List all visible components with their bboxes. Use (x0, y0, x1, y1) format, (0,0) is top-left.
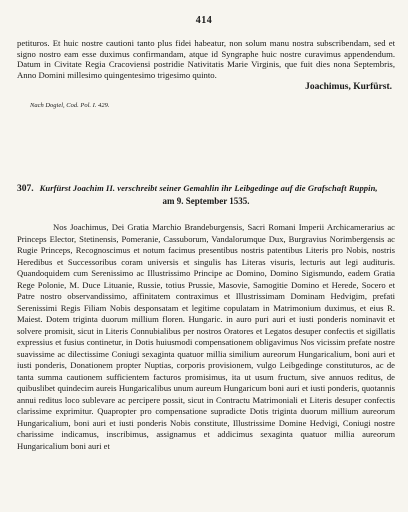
document-header (17, 183, 395, 207)
document-number: 307. (17, 184, 34, 194)
document-date: am 9. September 1535. (162, 196, 250, 206)
source-note: Nach Dogiel, Cod. Pol. I. 429. (30, 102, 110, 109)
page-number: 414 (195, 15, 213, 26)
document-title: Kurfürst Joachim II. verschreibt seiner Gemahlin ihr Leibgedinge auf die Grafschaft Ruppin, (39, 183, 378, 193)
signature: Joachimus, Kurfürst. (305, 82, 392, 92)
document-body: Nos Joachimus, Dei Gratia Marchio Brandeburgensis, Sacri Romani Imperii Archicamerarius ac Princeps Elector, Stetinensis, Pomeranie, Cassuborum, Vandalorumque Dux, Burgravius Norimbergensis ac Rugie Princeps, Recognoscimus et notum facimus presentibus nostris patentibus Literis pro Nobis, nostris Heredibus et Successoribus coram universis et singulis has Literas visuris, lecturis aut legi audituris. Quandoquidem cum Serenissimo ac Illustrissimo Principe ac Domino, Domino Sigismundo, eadem Gratia Rege Polonie, M. Duce Lituanie, Russie, totius Prussie, Masovie, Samogitie Domino et Herede, Socero et Patre nostro observandissimo, affinitatem contraximus et Illustrissimam Dominam Hedvigim, prefati Serenissimi Regis Filiam Nobis desponsatam et legitime copulatam in Matrimonium duximus, et eius R. Maiest. Dotem triginta duorum millium floren. Hungaric. in auro puri auri et iusti ponderis nominavit et solvere promisit, sicut in Literis Connubialibus per nostros Oratores et Legatos desuper confectis et sigillatis expressius et fusius continetur, in Dotis huiusmodi compensationem obligavimus Nos vicissim prefate nostre suavissime ac dilectissime Coniugi sexaginta quatuor millia similium aureorum Hungaricalium, boni auri et iusti ponderis, Donationem propter Nuptias, corporis provisionem, vulgo Leibgedinge constituturos, ac de tanta summa cautionem sufficientem facturos promisimus, ita ut usum fructum, sive annuos reditus, de quibuslibet quindecim aureis Hungaricalibus unum aureum Hungaricum boni auri et iusti ponderis, quotannis annui reditus loco sublevare ac percipere possit, sicut in Contractu Matrimoniali et Literis desuper confectis clarissime exprimitur. Quapropter pro compensatione supradicte Dotis triginta duorum millium aureorum Hungaricalium, boni auri et iusti ponderis Nobis constitute, Illustrissime Domine Hedvigi, Coniugi nostre charissime indicamus, inscribimus, assignamus et addicimus sexaginta quatuor millia aureorum Hungaricalium boni auri et (17, 222, 395, 451)
previous-document-text: petituros. Et huic nostre cautioni tanto plus fidei habeatur, non solum manu nostra subscribendam, sed et signo nostro eam esse duximus confirmandam, atque id Syngraphe huic nostre curavimus appendendum. Datum in Civitate Regia Cracoviensi postridie Nativitatis Marie Virginis, que fuit dies nona Septembris, Anno Domini millesimo quingentesimo trigesimo quinto. (17, 38, 395, 80)
